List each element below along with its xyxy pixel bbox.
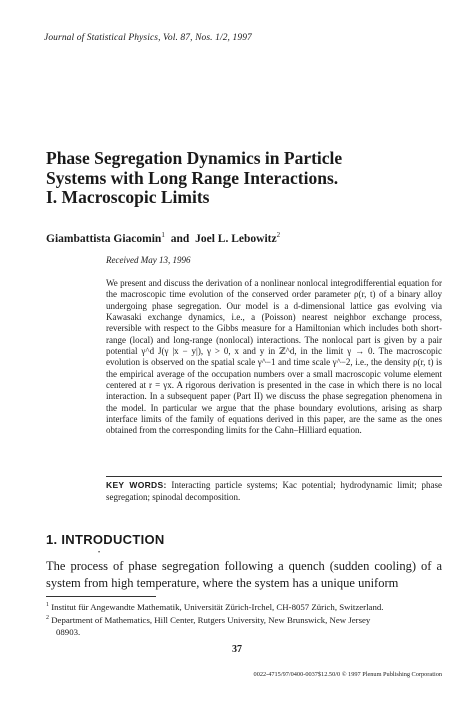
received-date: Received May 13, 1996 <box>106 255 191 265</box>
author-line <box>46 231 280 245</box>
introduction-paragraph: The process of phase segregation following a quench (sudden cooling) of a system from high temperature, where the system has a unique uniform <box>46 559 442 590</box>
footnote-divider <box>46 596 156 597</box>
section-heading: 1. INTRODUCTION <box>46 532 165 547</box>
footnote-2-text: Department of Mathematics, Hill Center, Rutgers University, New Brunswick, New Jersey <box>51 615 371 626</box>
footnotes <box>46 600 442 638</box>
ink-speck: • <box>98 550 101 556</box>
author-name-2: Joel L. Lebowitz <box>195 232 277 245</box>
keywords-label: KEY WORDS: <box>106 480 167 490</box>
title-line-3: I. Macroscopic Limits <box>46 187 210 207</box>
footnote-mark-2: 2 <box>46 615 49 622</box>
footnote-2-continuation: 08903. <box>56 626 81 637</box>
author-affiliation-mark-1: 1 <box>161 231 165 239</box>
author-affiliation-mark-2: 2 <box>276 231 281 239</box>
footnote-1 <box>46 600 442 613</box>
journal-header: Journal of Statistical Physics, Vol. 87, Nos. 1/2, 1997 <box>44 33 252 43</box>
footnote-2 <box>46 613 442 626</box>
author-conjunction: and <box>170 232 190 245</box>
keywords-block <box>106 480 442 503</box>
title-line-2: Systems with Long Range Interactions. <box>46 167 339 188</box>
footnote-1-text: Institut für Angewandte Mathematik, Universität Zürich-Irchel, CH-8057 Zürich, Switzerland. <box>51 601 384 612</box>
paper-title <box>46 149 446 208</box>
introduction-body <box>46 558 442 592</box>
keywords-text: Interacting particle systems; Kac potential; hydrodynamic limit; phase segregation; spinodal decomposition. <box>106 480 442 502</box>
footnote-mark-1: 1 <box>46 602 49 608</box>
keywords-divider <box>106 476 442 477</box>
page-number: 37 <box>232 644 242 655</box>
title-line-1: Phase Segregation Dynamics in Particle <box>46 148 343 168</box>
abstract <box>106 278 442 437</box>
abstract-text: We present and discuss the derivation of a nonlinear nonlocal integrodifferential equation for the macroscopic time evolution of the conserved order parameter ρ(r, t) of a binary alloy undergoing phase segregation. Our model is a d-dimensional lattice gas evolving via Kawasaki exchange dynamics, i.e., a (Poisson) nearest neighbor exchange process, reversible with respect to the Gibbs measure for a Hamiltonian which includes both short-range (local) and long-range (nonlocal) interactions. The nonlocal part is given by a pair potential γ^d J(γ |x − y|), γ > 0, x and y in ℤ^d, in the limit γ → 0. The macroscopic evolution is observed on the spatial scale γ^−1 and time scale γ^−2, i.e., the density ρ(r, t) is the empirical average of the occupation numbers over a small macroscopic volume element centered at r = γx. A rigorous derivation is presented in the case in which there is no local interaction. In a subsequent paper (Part II) we discuss the phase segregation phenomena in the model. In particular we argue that the phase boundary evolutions, arising as sharp interface limits of the family of equations derived in this paper, are the same as the ones obtained from the corresponding limits for the Cahn–Hilliard equation. <box>106 278 442 436</box>
copyright-line: 0022-4715/97/0400-0037$12.50/0 © 1997 Plenum Publishing Corporation <box>253 671 442 678</box>
author-name-1: Giambattista Giacomin <box>46 232 162 245</box>
